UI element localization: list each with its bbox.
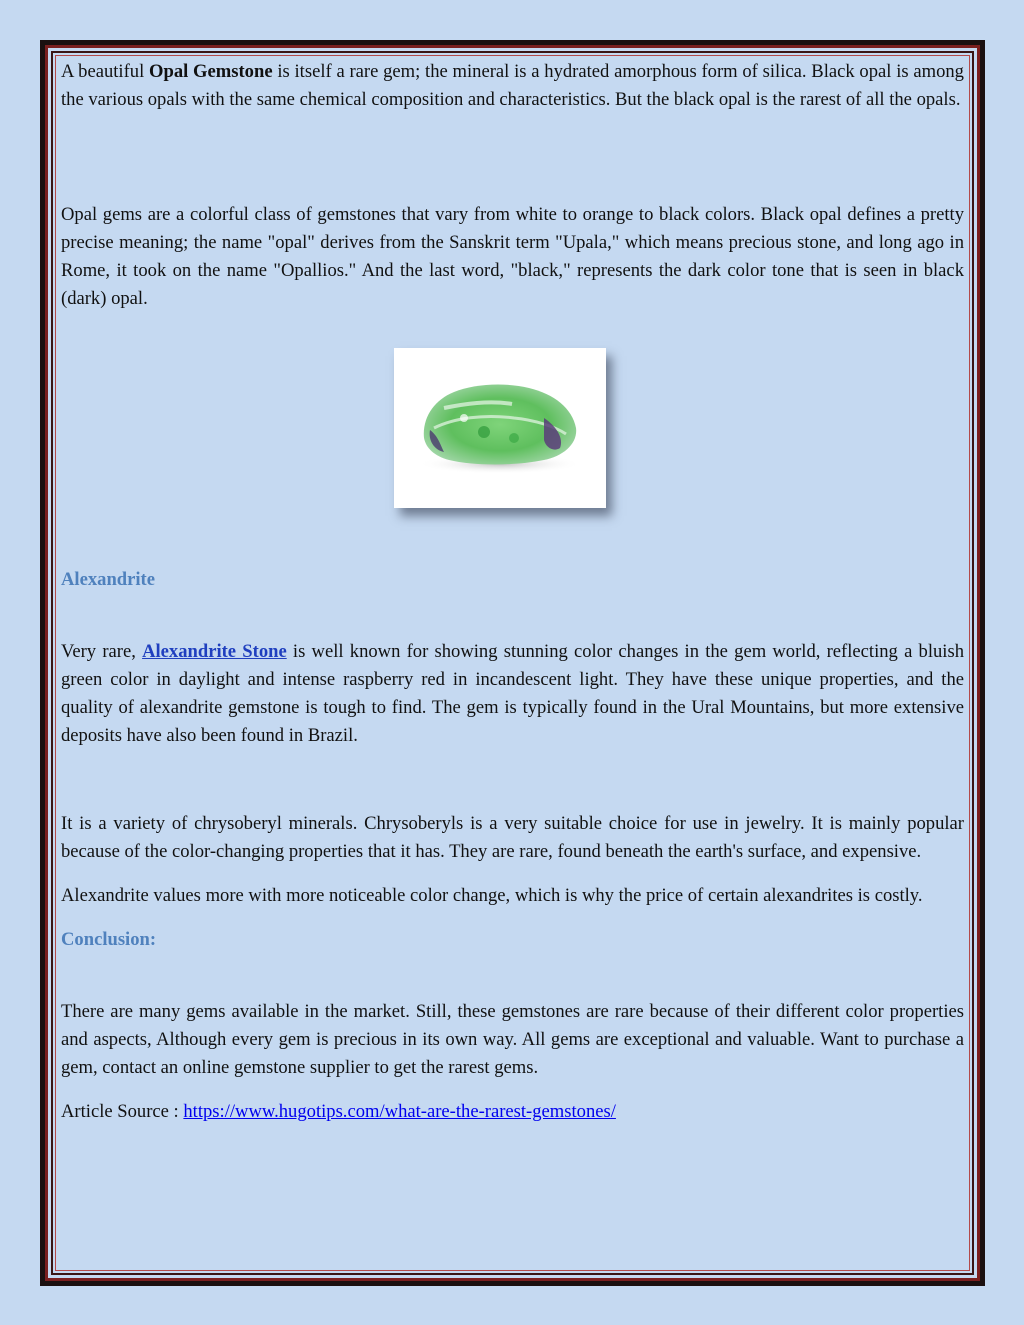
intro-text-end: is itself a rare gem; the mineral is a hydrated amorphous form of silica. Black opal is among the various opals with the same chemical composition and characteristics. But the black opal is the rarest of all the opals. — [61, 61, 964, 110]
intro-paragraph — [61, 58, 964, 114]
alexandrite-paragraph — [61, 638, 964, 750]
alexandrite-value-paragraph: Alexandrite values more with more noticeable color change, which is why the price of certain alexandrites is costly. — [61, 885, 923, 906]
article-source-line — [61, 1098, 964, 1126]
alexandrite-heading: Alexandrite — [61, 569, 155, 590]
conclusion-heading: Conclusion: — [61, 929, 157, 950]
intro-text-start: A beautiful — [61, 61, 150, 82]
alexandrite-text-start: Very rare, — [61, 641, 143, 662]
opal-meaning-paragraph: Opal gems are a colorful class of gemstones that vary from white to orange to black colors. Black opal defines a pretty precise meaning; the name "opal" derives from the Sanskrit term "Upala," which means precious stone, and long ago in Rome, it took on the name "Opallios." And the last word, "black," represents the dark color tone that is seen in black (dark) opal. — [61, 204, 964, 309]
article-source-link[interactable]: https://www.hugotips.com/what-are-the-rarest-gemstones/ — [183, 1101, 616, 1122]
article-source-label: Article Source : — [61, 1101, 184, 1122]
conclusion-paragraph: There are many gems available in the market. Still, these gemstones are rare because of their different color properties and aspects, Although every gem is precious in its own way. All gems are exceptional and valuable. Want to purchase a gem, contact an online gemstone supplier to get the rarest gems. — [61, 1001, 964, 1078]
opal-gemstone-image — [394, 348, 606, 508]
alexandrite-section — [61, 566, 964, 1126]
chrysoberyl-paragraph: It is a variety of chrysoberyl minerals. Chrysoberyls is a very suitable choice for use in jewelry. It is mainly popular because of the color-changing properties that it has. They are rare, found beneath the earth's surface, and expensive. — [61, 813, 964, 862]
opal-gemstone-term: Opal Gemstone — [149, 61, 273, 82]
gemstone-illustration — [394, 348, 606, 508]
alexandrite-stone-link[interactable]: Alexandrite Stone — [142, 641, 287, 662]
document-body — [61, 58, 964, 313]
alexandrite-text-end: is well known for showing stunning color changes in the gem world, reflecting a bluish green color in daylight and intense raspberry red in incandescent light. They have these unique properties, and the quality of alexandrite gemstone is tough to find. The gem is typically found in the Ural Mountains, but more extensive deposits have also been found in Brazil. — [61, 641, 964, 746]
